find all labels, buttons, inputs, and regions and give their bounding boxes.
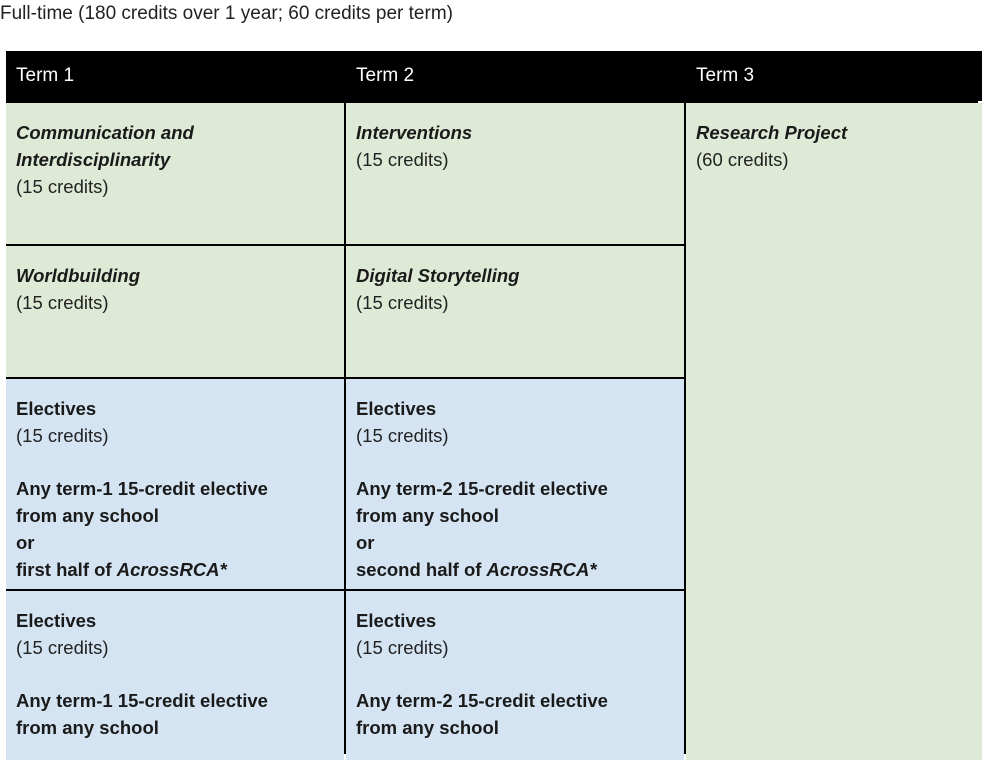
cell-worldbuilding [6,246,344,377]
elective-alternative [16,556,334,583]
module-title: Worldbuilding [16,265,140,286]
cell-term2-electives-a [346,379,684,589]
elective-or: or [356,532,375,553]
module-credits: (15 credits) [356,149,449,170]
module-title: Interventions [356,122,473,143]
header-term-2: Term 2 [346,51,684,101]
module-credits: (15 credits) [356,425,449,446]
module-credits: (60 credits) [696,149,789,170]
elective-description: Any term-2 15-credit elective [356,478,608,499]
module-title: Electives [356,610,437,631]
elective-description: from any school [16,717,159,738]
elective-description: Any term-1 15-credit elective [16,478,268,499]
module-title: Electives [356,398,437,419]
elective-description: Any term-1 15-credit elective [16,690,268,711]
module-credits: (15 credits) [356,637,449,658]
module-credits: (15 credits) [356,292,449,313]
header-term-3: Term 3 [686,51,982,101]
elective-description: from any school [356,717,499,738]
cell-research-project [686,103,982,760]
module-credits: (15 credits) [16,292,109,313]
cell-communication-interdisciplinarity [6,103,344,244]
module-title: Electives [16,610,97,631]
header-term-1: Term 1 [6,51,344,101]
cell-term2-electives-b [346,591,684,760]
module-title: Digital Storytelling [356,265,520,286]
elective-or: or [16,532,35,553]
alternative-prefix: first half of [16,559,117,580]
module-credits: (15 credits) [16,425,109,446]
acrossrca-label: AcrossRCA* [116,559,227,580]
alternative-prefix: second half of [356,559,487,580]
module-title: Communication and Interdisciplinarity [16,122,194,170]
cell-term1-electives-b [6,591,344,760]
elective-description: from any school [356,505,499,526]
elective-alternative [356,556,674,583]
table-caption: Full-time (180 credits over 1 year; 60 credits per term) [0,3,453,24]
elective-description: Any term-2 15-credit elective [356,690,608,711]
cell-interventions [346,103,684,244]
module-credits: (15 credits) [16,637,109,658]
cell-term1-electives-a [6,379,344,589]
module-title: Research Project [696,122,848,143]
cell-digital-storytelling [346,246,684,377]
acrossrca-label: AcrossRCA* [486,559,597,580]
elective-description: from any school [16,505,159,526]
module-title: Electives [16,398,97,419]
module-credits: (15 credits) [16,176,109,197]
programme-structure-table [6,51,978,754]
